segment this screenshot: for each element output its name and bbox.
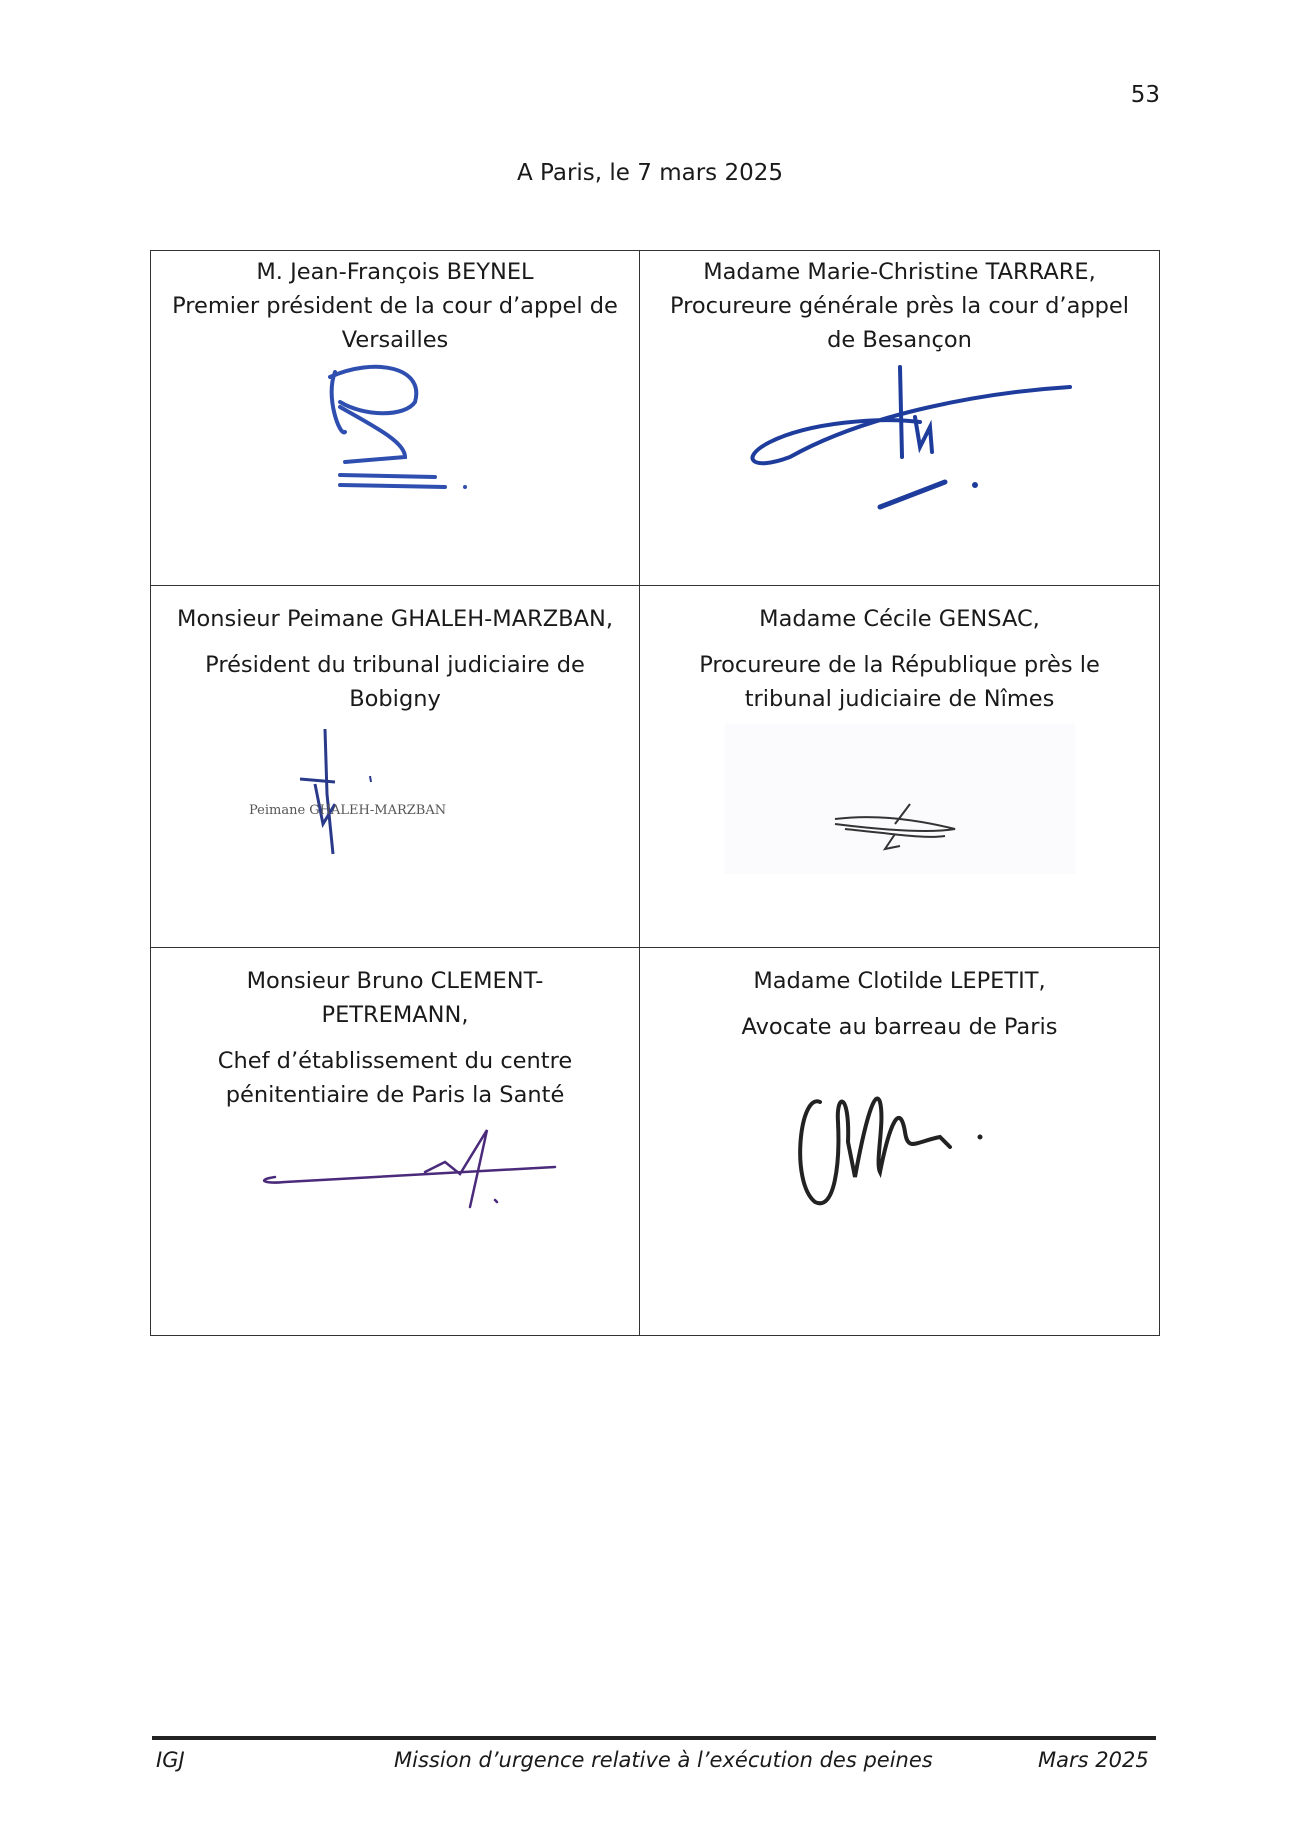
signature-image: [225, 1122, 565, 1232]
signatory-name: Monsieur Peimane GHALEH-MARZBAN,: [177, 606, 613, 632]
signature-cell-ghaleh-marzban: [151, 586, 640, 948]
signatory-title: Procureure de la République près le: [699, 652, 1100, 678]
signatory-title: tribunal judiciaire de Nîmes: [744, 686, 1055, 712]
signatory-title: Procureure générale près la cour d’appel: [669, 293, 1130, 319]
signatory-title: Versailles: [341, 327, 449, 353]
signatory-title: Bobigny: [349, 686, 441, 712]
signatory-title: Avocate au barreau de Paris: [741, 1014, 1058, 1040]
signature-stamp-text: Peimane GHALEH-MARZBAN: [249, 803, 447, 818]
signatory-title: Chef d’établissement du centre: [217, 1048, 573, 1074]
signature-cell-clement-petremann: [151, 948, 640, 1336]
signature-image: [725, 724, 1075, 874]
signatory-name: M. Jean-François BEYNEL: [256, 259, 534, 285]
signatory-title: pénitentiaire de Paris la Santé: [225, 1082, 565, 1108]
signatory-name: PETREMANN,: [321, 1002, 469, 1028]
signatory-title: de Besançon: [827, 327, 972, 353]
footer-right: Mars 2025: [1038, 1748, 1149, 1772]
date-line: A Paris, le 7 mars 2025: [516, 160, 783, 186]
signature-cell-gensac: [640, 586, 1160, 948]
signature-cell-beynel: [151, 251, 640, 586]
signature-cell-tarrare: [640, 251, 1160, 586]
signature-table: [150, 250, 1160, 1336]
footer-divider: [152, 1736, 1156, 1740]
footer-left: IGJ: [156, 1748, 185, 1772]
signatory-name: Monsieur Bruno CLEMENT-: [246, 968, 544, 994]
page-number: 53: [1130, 82, 1160, 108]
signature-image: [780, 1062, 1020, 1222]
signatory-name: Madame Marie-Christine TARRARE,: [703, 259, 1096, 285]
signature-image: [285, 357, 505, 507]
signatory-title: Président du tribunal judiciaire de: [205, 652, 585, 678]
signature-image: [245, 724, 545, 864]
signatory-name: Madame Cécile GENSAC,: [759, 606, 1040, 632]
signatory-name: Madame Clotilde LEPETIT,: [753, 968, 1046, 994]
signature-cell-lepetit: [640, 948, 1160, 1336]
signatory-title: Premier président de la cour d’appel de: [172, 293, 618, 319]
footer-center: Mission d’urgence relative à l’exécution des peines: [394, 1748, 933, 1772]
signature-image: [710, 357, 1090, 527]
